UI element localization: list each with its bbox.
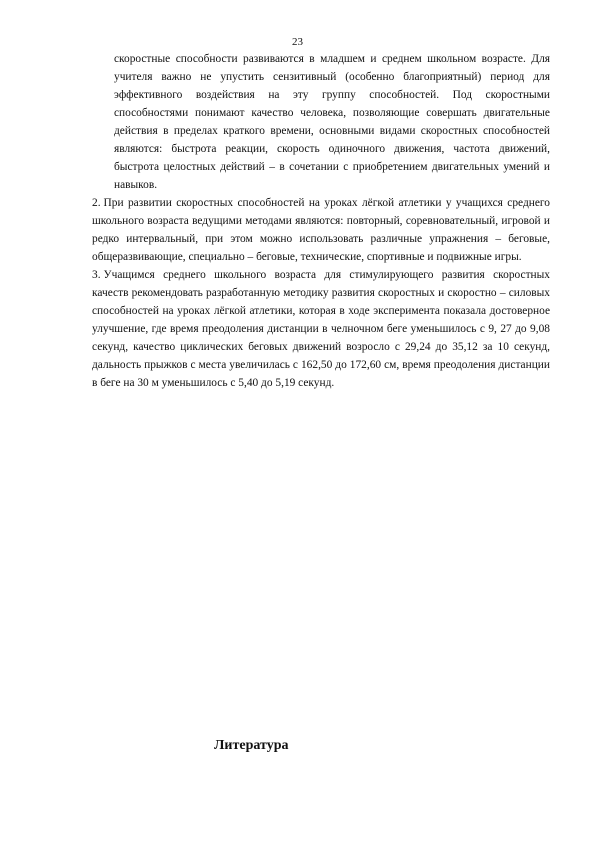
paragraph-2 bbox=[92, 194, 550, 266]
paragraph-3 bbox=[92, 266, 550, 392]
body-text bbox=[92, 50, 550, 392]
paragraph-text: При развитии скоростных способностей на уроках лёгкой атлетики у учащихся среднего школьного возраста ведущими методами являются: повторный, соревновательный, игровой и редко интервальный, при этом можно использовать различные упражнения – беговые, общеразвивающие, специально – беговые, технические, спортивные и подвижные игры. bbox=[92, 197, 550, 263]
paragraph-text: скоростные способности развиваются в младшем и среднем школьном возрасте. Для учителя важно не упустить сензитивный (особенно благоприятный) период для эффективного воздействия на эту группу способностей. Под скоростными способностями понимают качество человека, позволяющие совершать двигательные действия в пределах краткого времени, основными видами скоростных способностей являются: быстрота реакции, скорость одиночного движения, частота движений, быстрота целостных действий – в сочетании с приобретением двигательных умений и навыков. bbox=[114, 53, 550, 191]
paragraph-continuation bbox=[92, 50, 550, 194]
paragraph-number: 3. bbox=[92, 269, 101, 281]
paragraph-number: 2. bbox=[92, 197, 101, 209]
section-heading-literature: Литература bbox=[214, 738, 289, 753]
page-number: 23 bbox=[292, 36, 303, 48]
paragraph-text: Учащимся среднего школьного возраста для стимулирующего развития скоростных качеств рекомендовать разработанную методику развития скоростных и скоростно – силовых способностей на уроках лёгкой атлетики, которая в ходе эксперимента показала достоверное улучшение, где время преодоления дистанции в челночном беге уменьшилось с 9, 27 до 9,08 секунд, качество циклических беговых движений возросло с 29,24 до 35,12 за 10 секунд, дальность прыжков с места увеличилась с 162,50 до 172,60 см, время преодоления дистанции в беге на 30 м уменьшилось с 5,40 до 5,19 секунд. bbox=[92, 269, 550, 389]
